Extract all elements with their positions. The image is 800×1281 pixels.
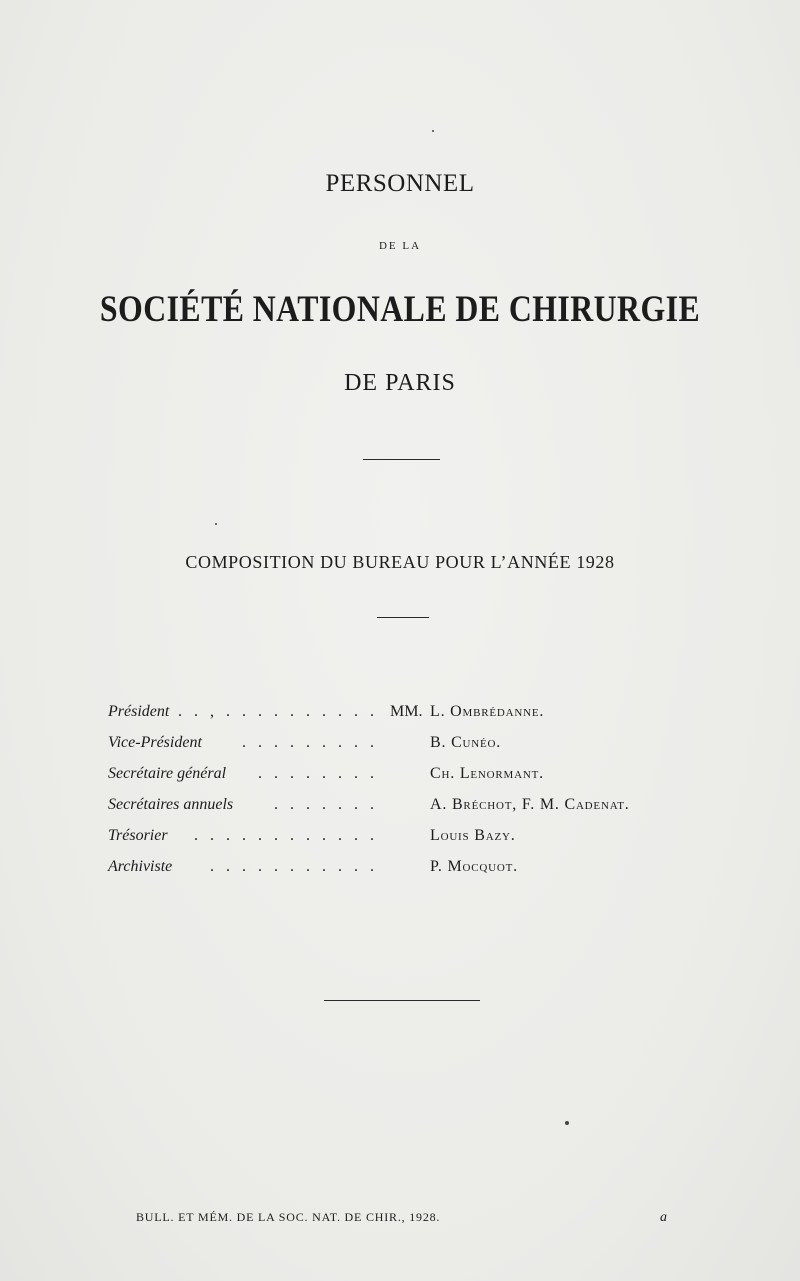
officer-name: Ch. Lenormant. <box>430 765 544 782</box>
heading-de-paris: DE PARIS <box>344 370 456 396</box>
leader-dots: . . . . . . . . . . . <box>210 858 378 875</box>
heading-society-name: SOCIÉTÉ NATIONALE DE CHIRURGIE <box>99 289 701 330</box>
divider-rule <box>363 459 440 460</box>
officer-prefix: MM. <box>390 703 423 720</box>
officer-name: A. Bréchot, F. M. Cadenat. <box>430 796 630 813</box>
officer-row <box>108 765 708 796</box>
officer-name: B. Cunéo. <box>430 734 502 751</box>
print-speck <box>215 523 217 525</box>
officer-name: L. Ombrédanne. <box>430 703 545 720</box>
officer-role: Secrétaires annuels <box>108 796 234 813</box>
officer-row <box>108 858 708 889</box>
heading-personnel: PERSONNEL <box>325 170 475 197</box>
officer-role: Archiviste <box>108 858 173 875</box>
heading-de-la: DE LA <box>378 240 422 252</box>
officer-row <box>108 796 708 827</box>
section-title: COMPOSITION DU BUREAU POUR L’ANNÉE 1928 <box>185 552 615 572</box>
print-speck <box>432 130 434 132</box>
divider-rule <box>377 617 429 618</box>
officer-row <box>108 827 708 858</box>
officer-row <box>108 703 708 734</box>
leader-dots: . . . . . . . . . <box>242 734 378 751</box>
leader-dots: . . . . . . . . . . . . <box>194 827 378 844</box>
leader-dots: . . . . . . . . <box>258 765 378 782</box>
footer-citation: BULL. ET MÉM. DE LA SOC. NAT. DE CHIR., 1928. <box>136 1210 441 1224</box>
officer-role: Trésorier <box>108 827 168 844</box>
footer-signature-letter: a <box>660 1210 668 1225</box>
divider-rule <box>324 1000 480 1001</box>
officer-name: P. Mocquot. <box>430 858 518 875</box>
leader-dots: . . . . . . . <box>274 796 378 813</box>
officer-role: Président <box>108 703 170 720</box>
officer-row <box>108 734 708 765</box>
print-speck <box>565 1121 569 1125</box>
officers-list <box>108 703 708 889</box>
leader-dots: . . , . . . . . . . . . . <box>178 703 378 720</box>
officer-role: Secrétaire général <box>108 765 227 782</box>
officer-name: Louis Bazy. <box>430 827 516 844</box>
officer-role: Vice-Président <box>108 734 202 751</box>
